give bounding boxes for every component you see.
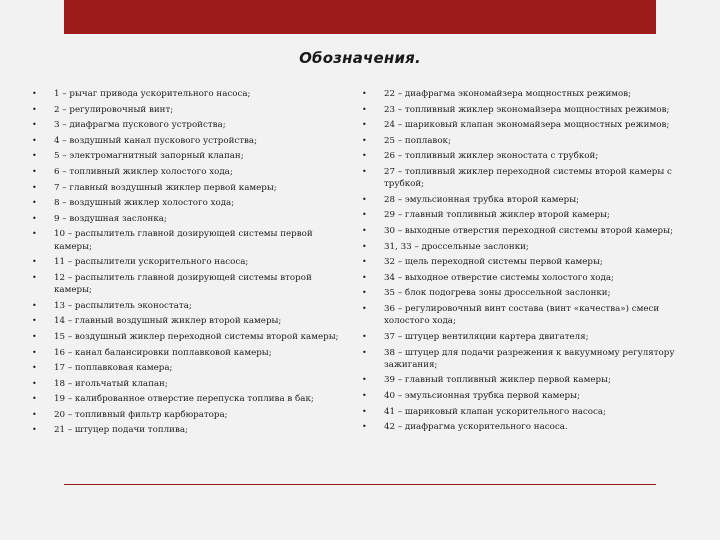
legend-item: • 23 – топливный жиклер экономайзера мощностных режимов; xyxy=(362,104,686,116)
legend-item: • 26 – топливный жиклер эконостата с трубкой; xyxy=(362,150,686,162)
legend-item: • 18 – игольчатый клапан; xyxy=(32,378,350,390)
legend-item: • 13 – распылитель эконостата; xyxy=(32,300,350,312)
legend-item: • 28 – эмульсионная трубка второй камеры; xyxy=(362,194,686,206)
legend-item: • 34 – выходное отверстие системы холостого хода; xyxy=(362,272,686,284)
legend-item: • 8 – воздушный жиклер холостого хода; xyxy=(32,197,350,209)
legend-item: • 42 – диафрагма ускорительного насоса. xyxy=(362,421,686,433)
legend-item: • 3 – диафрагма пускового устройства; xyxy=(32,119,350,131)
legend-item: • 35 – блок подогрева зоны дроссельной заслонки; xyxy=(362,287,686,299)
legend-item: • 22 – диафрагма экономайзера мощностных режимов; xyxy=(362,88,686,100)
legend-item: • 37 – штуцер вентиляции картера двигателя; xyxy=(362,331,686,343)
slide-title: Обозначения. xyxy=(299,49,421,67)
legend-item: • 29 – главный топливный жиклер второй камеры; xyxy=(362,209,686,221)
bottom-divider xyxy=(64,484,656,485)
legend-item: • 5 – электромагнитный запорный клапан; xyxy=(32,150,350,162)
legend-item: • 11 – распылители ускорительного насоса; xyxy=(32,256,350,268)
top-accent-bar xyxy=(64,0,656,34)
legend-item: • 41 – шариковый клапан ускорительного насоса; xyxy=(362,406,686,418)
legend-list-right xyxy=(362,88,686,437)
legend-item: • 12 – распылитель главной дозирующей системы второй камеры; xyxy=(32,272,350,297)
legend-item: • 27 – топливный жиклер переходной системы второй камеры с трубкой; xyxy=(362,166,686,191)
legend-item: • 30 – выходные отверстия переходной системы второй камеры; xyxy=(362,225,686,237)
legend-item: • 17 – поплавковая камера; xyxy=(32,362,350,374)
legend-item: • 25 – поплавок; xyxy=(362,135,686,147)
legend-item: • 21 – штуцер подачи топлива; xyxy=(32,424,350,436)
legend-item: • 4 – воздушный канал пускового устройства; xyxy=(32,135,350,147)
legend-item: • 32 – щель переходной системы первой камеры; xyxy=(362,256,686,268)
legend-item: • 16 – канал балансировки поплавковой камеры; xyxy=(32,347,350,359)
legend-item: • 9 – воздушная заслонка; xyxy=(32,213,350,225)
legend-item: • 2 – регулировочный винт; xyxy=(32,104,350,116)
legend-item: • 36 – регулировочный винт состава (винт «качества») смеси холостого хода; xyxy=(362,303,686,328)
legend-item: • 19 – калиброванное отверстие перепуска топлива в бак; xyxy=(32,393,350,405)
legend-item: • 40 – эмульсионная трубка первой камеры; xyxy=(362,390,686,402)
legend-item: • 15 – воздушный жиклер переходной системы второй камеры; xyxy=(32,331,350,343)
legend-item: • 24 – шариковый клапан экономайзера мощностных режимов; xyxy=(362,119,686,131)
legend-list-left xyxy=(32,88,350,440)
legend-item: • 38 – штуцер для подачи разрежения к вакуумному регулятору зажигания; xyxy=(362,347,686,372)
legend-item: • 1 – рычаг привода ускорительного насоса; xyxy=(32,88,350,100)
legend-item: • 7 – главный воздушный жиклер первой камеры; xyxy=(32,182,350,194)
legend-item: • 31, 33 – дроссельные заслонки; xyxy=(362,241,686,253)
legend-item: • 20 – топливный фильтр карбюратора; xyxy=(32,409,350,421)
legend-item: • 6 – топливный жиклер холостого хода; xyxy=(32,166,350,178)
legend-item: • 10 – распылитель главной дозирующей системы первой камеры; xyxy=(32,228,350,253)
legend-item: • 39 – главный топливный жиклер первой камеры; xyxy=(362,374,686,386)
legend-item: • 14 – главный воздушный жиклер второй камеры; xyxy=(32,315,350,327)
